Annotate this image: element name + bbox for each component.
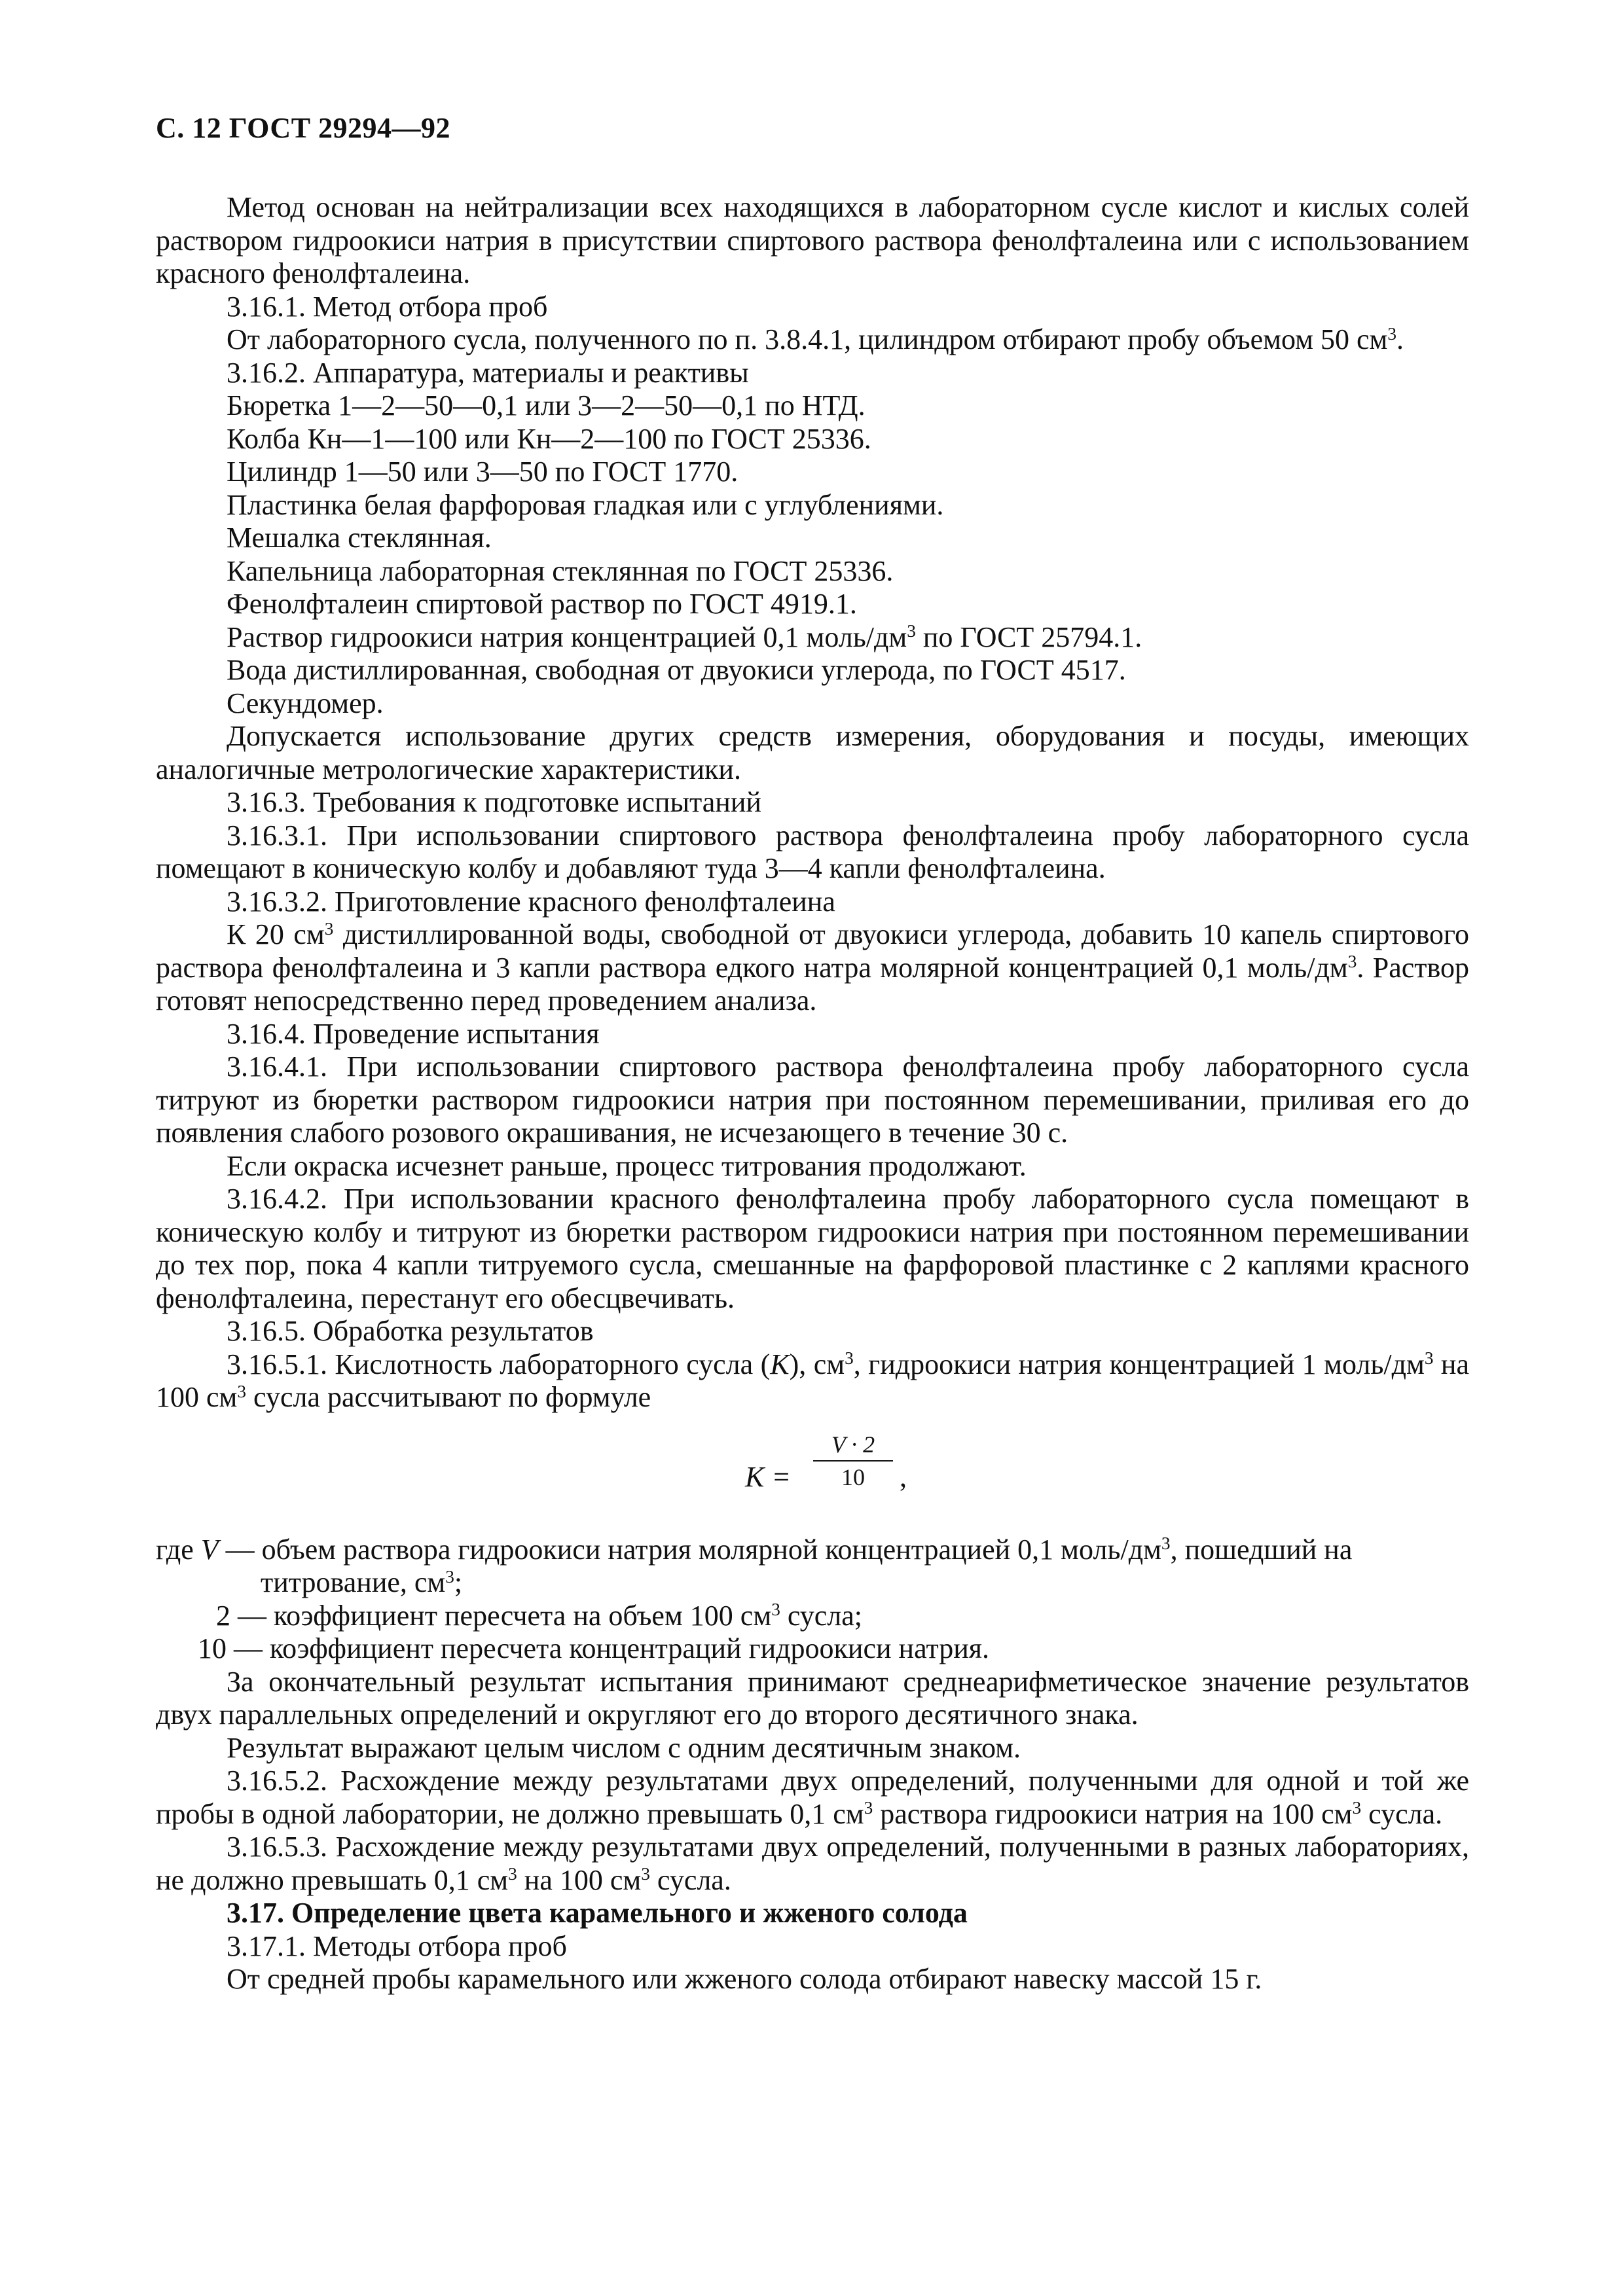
equipment-item: Пластинка белая фарфоровая гладкая или с углублениями. <box>227 488 944 521</box>
paragraph-3-16-4-2: 3.16.4.2. При использовании красного фенолфталеина пробу лабораторного сусла помещают в коническую колбу и титруют из бюретки раствором гидроокиси натрия при постоянном перемешивании до тех пор, пока 4 капли титруемого сусла, смешанные на фарфоровой пластинке с 2 каплями красного фенолфталеина, перестанут его обесцвечивать. <box>156 1183 1469 1314</box>
paragraph-3-16-5-3: 3.16.5.3. Расхождение между результатами двух определений, полученными в разных лабораториях, не должно превышать 0,1 $см^3$ на 100 $см^3$ сусла. <box>156 1831 1469 1896</box>
heading-3-16-4: 3.16.4. Проведение испытания <box>227 1017 600 1050</box>
heading-3-16-5: 3.16.5. Обработка результатов <box>227 1315 594 1347</box>
equipment-item: Фенолфталеин спиртовой раствор по ГОСТ 4919.1. <box>227 588 857 620</box>
paragraph-red-phenolphthalein: К 20 $см^3$ дистиллированной воды, свободной от двуокиси углерода, добавить 10 капель спиртового раствора фенолфталеина и 3 капли раствора едкого натра молярной концентрацией 0,1 моль/$дм^3$. Раствор готовят непосредственно перед проведением анализа. <box>156 918 1470 1016</box>
formula-k <box>156 1422 1469 1534</box>
formula-comma: , <box>900 1460 907 1493</box>
equipment-item: Секундомер. <box>227 687 384 719</box>
paragraph-method: Метод основан на нейтрализации всех находящихся в лабораторном сусле кислот и кислых солей раствором гидроокиси натрия в присутствии спиртового раствора фенолфталеина или с использованием красного фенолфталеина. <box>156 191 1469 289</box>
equipment-item: Мешалка стеклянная. <box>227 522 492 554</box>
formula-numerator: V · 2 <box>831 1431 875 1458</box>
where-v: где V — объем раствора гидроокиси натрия молярной концентрацией 0,1 моль/$дм^3$, пошедший на <box>156 1533 1353 1566</box>
where-v-cont: титрование, $см^3$; <box>261 1566 463 1598</box>
paragraph-3-16-5-1: 3.16.5.1. Кислотность лабораторного сусла (K), $см^3$, гидроокиси натрия концентрацией 1 моль/$дм^3$ на 100 $см^3$ сусла рассчитывают по формуле <box>156 1348 1470 1413</box>
paragraph-3-16-5-2: 3.16.5.2. Расхождение между результатами двух определений, полученными для одной и той же пробы в одной лаборатории, не должно превышать 0,1 $см^3$ раствора гидроокиси натрия на 100 $см^3$ сусла. <box>156 1765 1469 1830</box>
page-header: С. 12 ГОСТ 29294—92 <box>156 112 451 144</box>
paragraph-final-result: За окончательный результат испытания принимают среднеарифметическое значение результатов двух параллельных определений и округляют его до второго десятичного знака. <box>156 1665 1469 1731</box>
where-10: 10 — коэффициент пересчета концентраций гидроокиси натрия. <box>198 1632 990 1664</box>
document-body <box>156 191 1469 1996</box>
paragraph-color-disappear: Если окраска исчезнет раньше, процесс титрования продолжают. <box>227 1149 1027 1182</box>
paragraph-allowed: Допускается использование других средств измерения, оборудования и посуды, имеющих аналогичные метрологические характеристики. <box>156 720 1469 785</box>
heading-3-17-1: 3.17.1. Методы отбора проб <box>227 1929 567 1962</box>
heading-3-16-3-2: 3.16.3.2. Приготовление красного фенолфталеина <box>227 885 835 918</box>
paragraph-3-16-4-1: 3.16.4.1. При использовании спиртового раствора фенолфталеина пробу лабораторного сусла титруют из бюретки раствором гидроокиси натрия при постоянном перемешивании, приливая его до появления слабого розового окрашивания, не исчезающего в течение 30 с. <box>156 1050 1469 1149</box>
equipment-item: Колба Кн—1—100 или Кн—2—100 по ГОСТ 25336. <box>227 422 871 455</box>
paragraph-3-17-sample: От средней пробы карамельного или жженого солода отбирают навеску массой 15 г. <box>227 1963 1262 1995</box>
paragraph-3-16-3-1: 3.16.3.1. При использовании спиртового раствора фенолфталеина пробу лабораторного сусла помещают в коническую колбу и добавляют туда 3—4 капли фенолфталеина. <box>156 819 1469 884</box>
fraction-bar <box>813 1460 893 1462</box>
paragraph-result-format: Результат выражают целым числом с одним десятичным знаком. <box>227 1731 1021 1764</box>
heading-3-17: 3.17. Определение цвета карамельного и жженого солода <box>227 1897 968 1929</box>
formula-denominator: 10 <box>841 1463 865 1490</box>
equipment-item: Вода дистиллированная, свободная от двуокиси углерода, по ГОСТ 4517. <box>227 654 1126 686</box>
heading-3-16-2: 3.16.2. Аппаратура, материалы и реактивы <box>227 356 749 389</box>
equipment-item: Раствор гидроокиси натрия концентрацией 0,1 моль/$дм^3$ по ГОСТ 25794.1. <box>227 620 1142 653</box>
where-2: 2 — коэффициент пересчета на объем 100 $см^3$ сусла; <box>216 1599 863 1632</box>
equipment-item: Цилиндр 1—50 или 3—50 по ГОСТ 1770. <box>227 456 739 488</box>
heading-3-16-3: 3.16.3. Требования к подготовке испытаний <box>227 786 761 818</box>
formula-fraction <box>811 1430 896 1492</box>
equipment-item: Бюретка 1—2—50—0,1 или 3—2—50—0,1 по НТД. <box>227 389 866 422</box>
formula-lhs: K = <box>745 1460 792 1493</box>
equipment-item: Капельница лабораторная стеклянная по ГОСТ 25336. <box>227 554 894 587</box>
heading-3-16-1: 3.16.1. Метод отбора проб <box>227 290 548 323</box>
paragraph-sampling: От лабораторного сусла, полученного по п. 3.8.4.1, цилиндром отбирают пробу объемом 50 $см^3$. <box>227 323 1404 355</box>
